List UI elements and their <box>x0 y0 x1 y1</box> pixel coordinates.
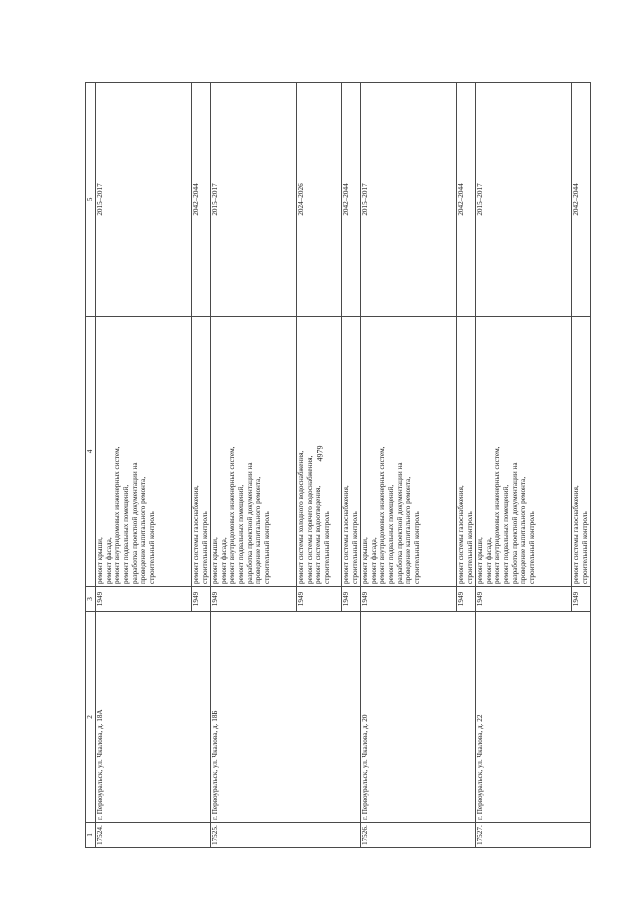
repair-period: 2042–2044 <box>342 83 361 317</box>
table-row <box>361 83 457 848</box>
building-address: г. Первоуральск, ул. Чкалова, д. 20 <box>361 612 476 823</box>
building-address: г. Первоуральск, ул. Чкалова, д. 18А <box>96 612 211 823</box>
table-row <box>211 83 297 848</box>
entry-number: 17525. <box>211 823 361 848</box>
repair-works <box>211 317 297 587</box>
repair-work-item: ремонт фасада, <box>369 537 378 584</box>
repair-work-item: ремонт крыши, <box>96 537 104 584</box>
repair-work-item: ремонт подвальных помещений, <box>121 484 130 584</box>
entry-number: 17526. <box>361 823 476 848</box>
repair-work-item: ремонт системы газоснабжения, <box>457 485 465 584</box>
building-address: г. Первоуральск, ул. Чкалова, д. 22 <box>476 612 591 823</box>
repair-work-item: проведение капитального ремонта, <box>404 476 413 584</box>
repair-work-item: ремонт системы горячего водоснабжения, <box>305 455 314 584</box>
repair-work-item: ремонт фасада, <box>104 537 113 584</box>
repair-work-item: разработка проектной документации на <box>245 462 254 584</box>
construction-year: 1949 <box>96 587 192 612</box>
repair-period: 2042–2044 <box>572 83 591 317</box>
repair-period: 2015–2017 <box>476 83 572 317</box>
repair-work-item: проведение капитального ремонта, <box>139 476 148 584</box>
repair-works <box>572 317 591 587</box>
repair-work-item: строительный контроль <box>200 511 209 584</box>
page-number-text: 4979 <box>315 445 325 461</box>
repair-work-item: ремонт крыши, <box>476 537 484 584</box>
repair-work-item: ремонт фасада, <box>484 537 493 584</box>
column-number: 4 <box>86 317 96 587</box>
column-number-row <box>86 83 96 848</box>
construction-year: 1949 <box>361 587 457 612</box>
repair-works <box>192 317 211 587</box>
capital-repair-table <box>85 82 591 848</box>
column-number: 2 <box>86 612 96 823</box>
repair-work-item: разработка проектной документации на <box>510 462 519 584</box>
repair-works <box>96 317 192 587</box>
repair-work-item: ремонт подвальных помещений, <box>236 484 245 584</box>
repair-work-item: строительный контроль <box>322 511 331 584</box>
repair-work-item: разработка проектной документации на <box>395 462 404 584</box>
repair-work-item: строительный контроль <box>262 511 271 584</box>
entry-number: 17527. <box>476 823 591 848</box>
repair-work-item: ремонт внутридомовых инженерных систем, <box>493 446 502 584</box>
construction-year: 1949 <box>476 587 572 612</box>
repair-work-item: ремонт внутридомовых инженерных систем, <box>228 446 237 584</box>
repair-work-item: строительный контроль <box>580 511 589 584</box>
repair-works <box>297 317 342 587</box>
repair-work-item: ремонт фасада, <box>219 537 228 584</box>
repair-period: 2042–2044 <box>457 83 476 317</box>
repair-work-item: ремонт крыши, <box>361 537 369 584</box>
repair-work-item: строительный контроль <box>465 511 474 584</box>
column-number: 3 <box>86 587 96 612</box>
repair-work-item: ремонт системы газоснабжения, <box>192 485 200 584</box>
construction-year: 1949 <box>572 587 591 612</box>
table-row <box>476 83 572 848</box>
repair-work-item: разработка проектной документации на <box>130 462 139 584</box>
repair-work-item: ремонт подвальных помещений, <box>501 484 510 584</box>
repair-work-item: ремонт системы газоснабжения, <box>572 485 580 584</box>
repair-work-item: ремонт системы холодного водоснабжения, <box>297 450 305 584</box>
repair-period: 2024–2026 <box>297 83 342 317</box>
column-number: 1 <box>86 823 96 848</box>
repair-work-item: строительный контроль <box>350 511 359 584</box>
rotated-page-content <box>85 83 600 848</box>
repair-period: 2042–2044 <box>192 83 211 317</box>
entry-number: 17524. <box>96 823 211 848</box>
repair-work-item: строительный контроль <box>527 511 536 584</box>
repair-works <box>361 317 457 587</box>
repair-work-item: ремонт внутридомовых инженерных систем, <box>378 446 387 584</box>
repair-work-item: ремонт системы газоснабжения, <box>342 485 350 584</box>
table-row <box>96 83 192 848</box>
repair-work-item: строительный контроль <box>147 511 156 584</box>
repair-works <box>342 317 361 587</box>
repair-work-item: ремонт системы водоотведения, <box>314 485 323 584</box>
repair-work-item: проведение капитального ремонта, <box>254 476 263 584</box>
repair-period: 2015–2017 <box>211 83 297 317</box>
repair-work-item: ремонт крыши, <box>211 537 219 584</box>
repair-work-item: строительный контроль <box>412 511 421 584</box>
repair-work-item: ремонт внутридомовых инженерных систем, <box>113 446 122 584</box>
repair-works <box>457 317 476 587</box>
repair-works <box>476 317 572 587</box>
construction-year: 1949 <box>342 587 361 612</box>
construction-year: 1949 <box>297 587 342 612</box>
repair-work-item: ремонт подвальных помещений, <box>386 484 395 584</box>
column-number: 5 <box>86 83 96 317</box>
repair-period: 2015–2017 <box>96 83 192 317</box>
repair-work-item: проведение капитального ремонта, <box>519 476 528 584</box>
table-body <box>96 83 591 848</box>
repair-period: 2015–2017 <box>361 83 457 317</box>
building-address: г. Первоуральск, ул. Чкалова, д. 18Б <box>211 612 361 823</box>
construction-year: 1949 <box>211 587 297 612</box>
construction-year: 1949 <box>192 587 211 612</box>
construction-year: 1949 <box>457 587 476 612</box>
